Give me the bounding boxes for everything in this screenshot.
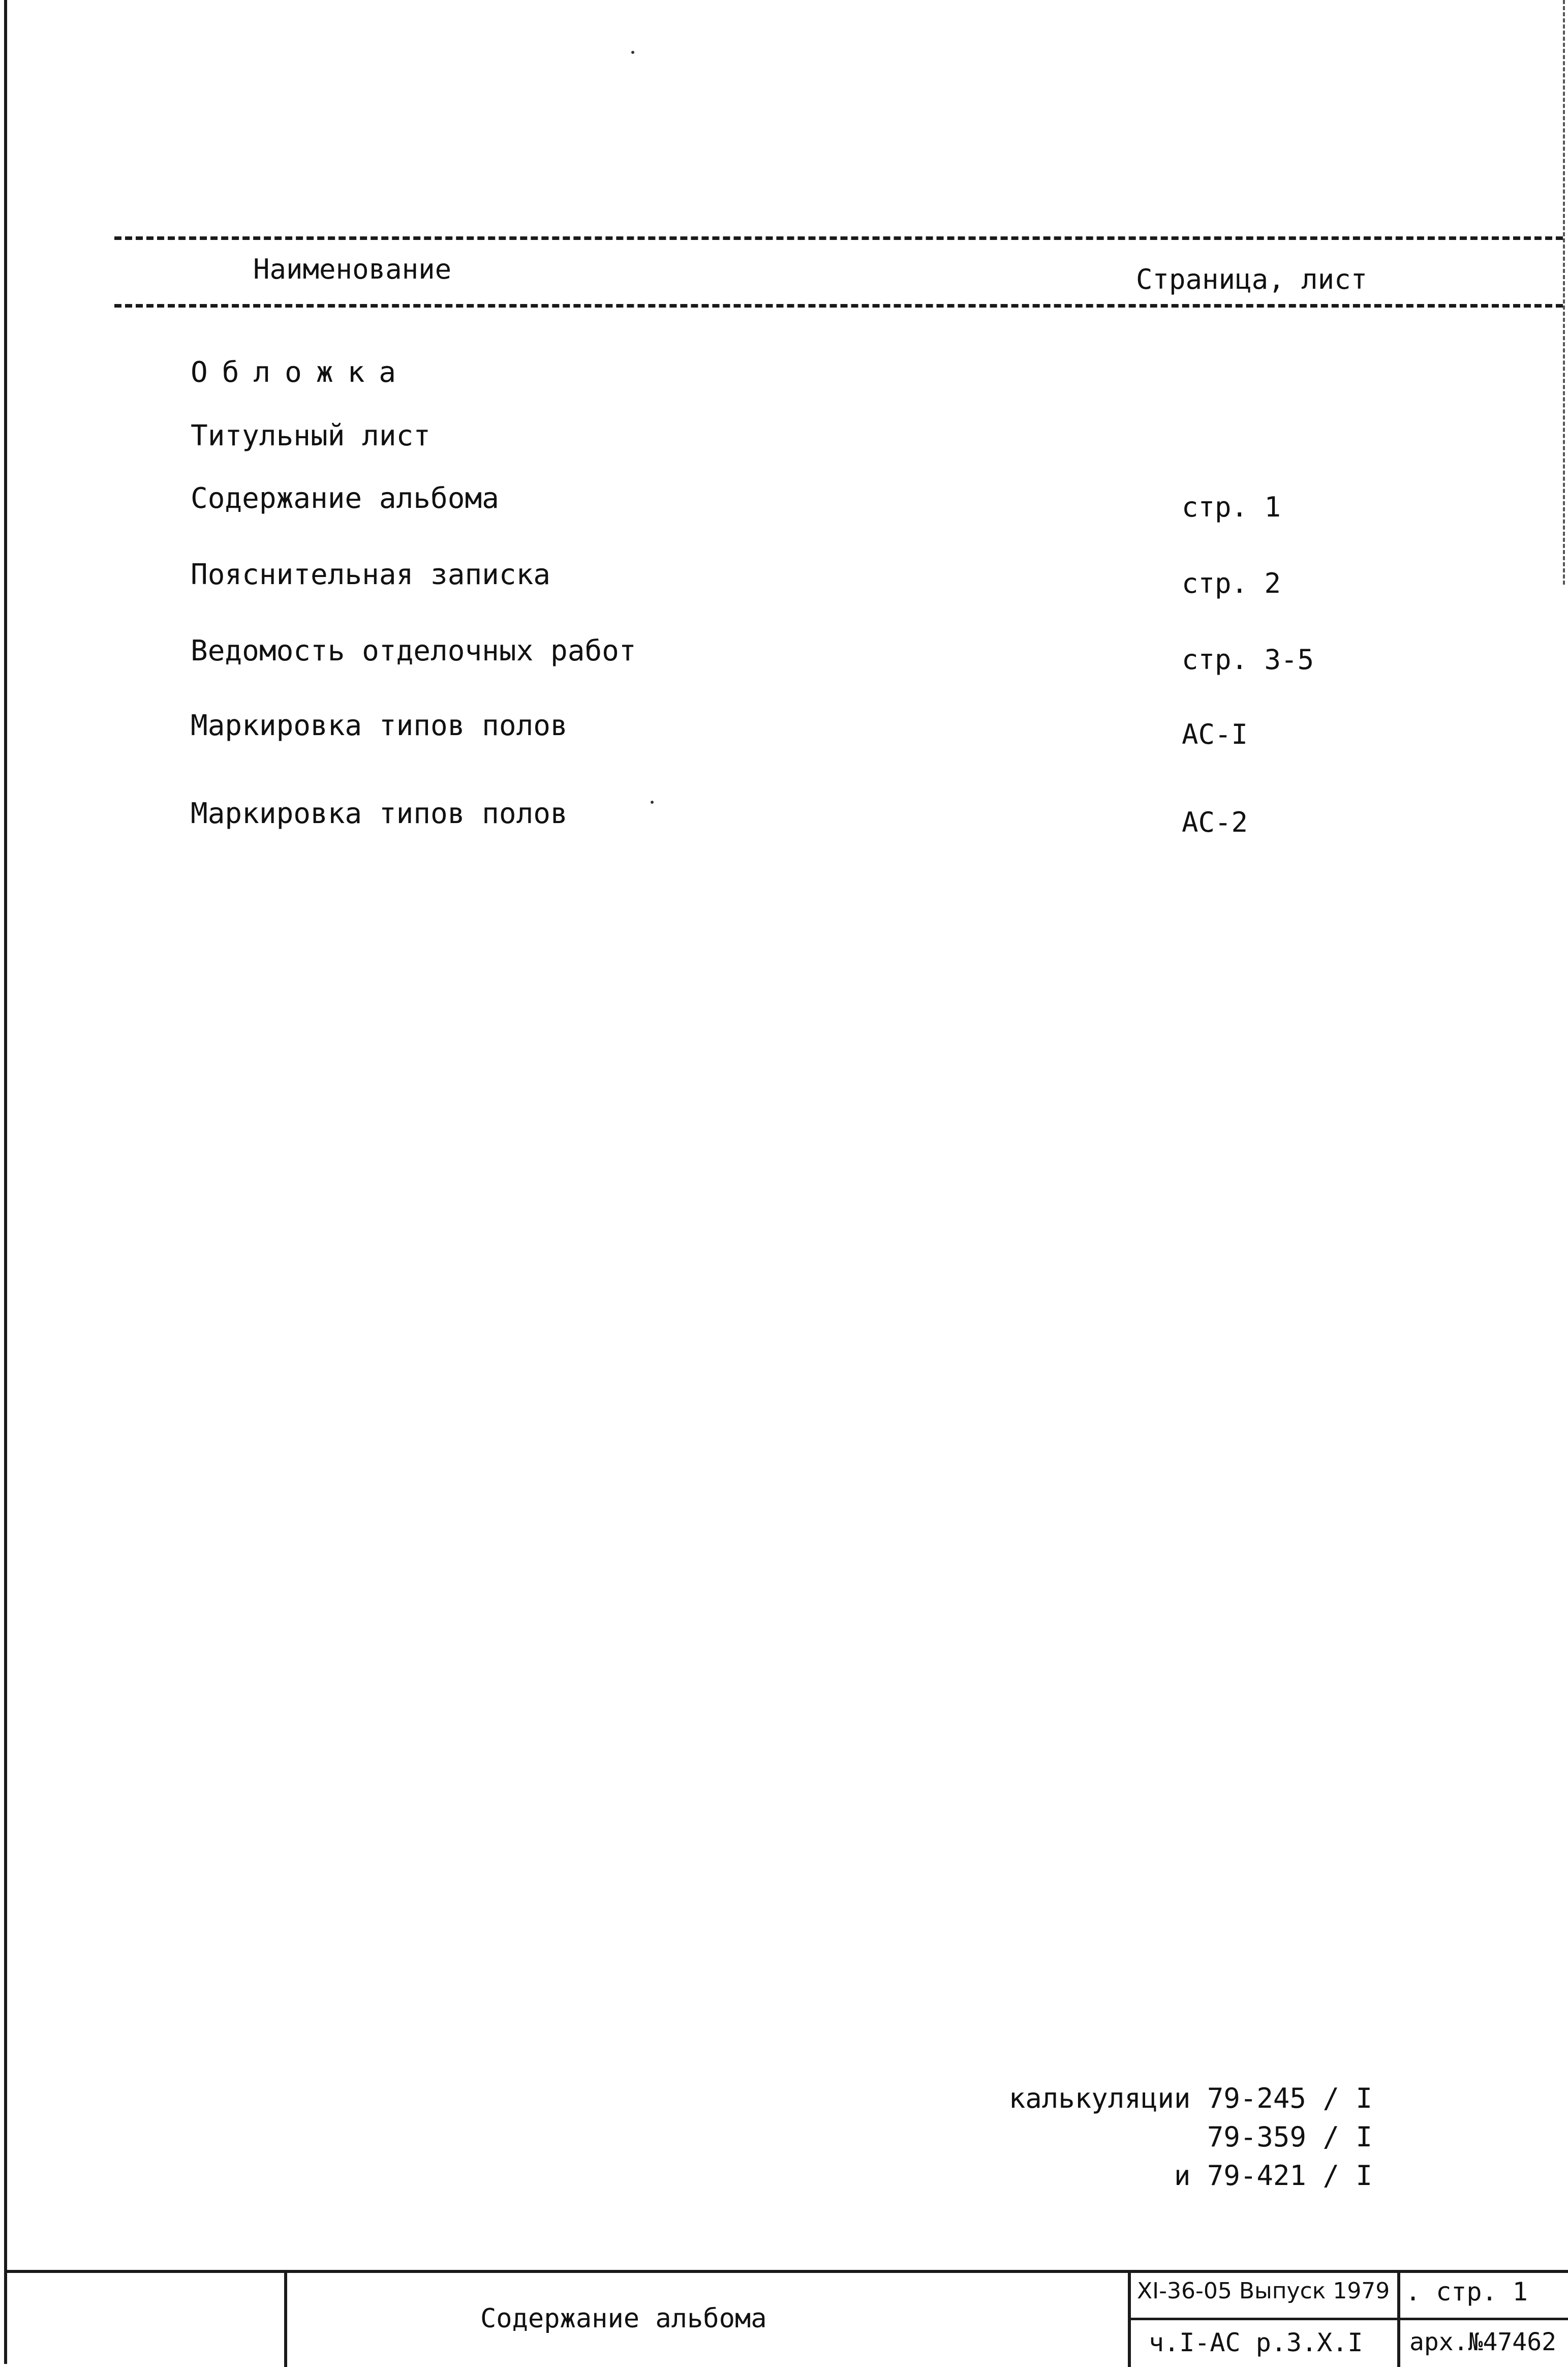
contents-row-name: Титульный лист xyxy=(191,419,431,452)
title-block-title: Содержание альбома xyxy=(480,2303,767,2334)
contents-row-name: Содержание альбома xyxy=(191,482,499,515)
contents-row xyxy=(191,558,1538,599)
contents-row-name: Обложка xyxy=(191,356,411,389)
contents-row-page: стр. 2 xyxy=(1182,567,1281,599)
contents-row-page: АС-2 xyxy=(1182,806,1248,838)
contents-row-page: стр. 3-5 xyxy=(1182,644,1314,676)
title-block-archive: арх.№47462 xyxy=(1409,2328,1556,2356)
title-block-sheet-cell xyxy=(1397,2273,1568,2367)
contents-row xyxy=(191,709,1538,750)
calculation-note xyxy=(966,2079,1372,2195)
contents-row-name: Маркировка типов полов xyxy=(191,797,568,830)
contents-row xyxy=(191,797,1538,838)
column-header-name: Наименование xyxy=(253,253,452,285)
title-block-code: ХI-36-05 Выпуск 1979 xyxy=(1137,2278,1390,2304)
scan-speck xyxy=(631,51,634,54)
contents-row xyxy=(191,482,1538,523)
contents-row xyxy=(191,419,1538,460)
contents-row-name: Пояснительная записка xyxy=(191,558,551,591)
contents-row xyxy=(191,356,1538,397)
page-frame-left xyxy=(4,0,7,2364)
contents-row-page: АС-I xyxy=(1182,718,1248,750)
page-frame-right xyxy=(1563,0,1565,585)
calculation-note-line: и 79-421 / I xyxy=(1174,2160,1372,2192)
header-top-rule xyxy=(114,236,1563,240)
column-header-page: Страница, лист xyxy=(1136,263,1368,295)
contents-row-name: Ведомость отделочных работ xyxy=(191,634,636,667)
contents-row xyxy=(191,634,1538,675)
title-block xyxy=(7,2270,1568,2364)
title-block-title-cell xyxy=(284,2273,1133,2367)
calculation-note-line: калькуляции 79-245 / I xyxy=(1008,2082,1372,2114)
title-block-divider xyxy=(1131,2318,1405,2320)
contents-row-page: стр. 1 xyxy=(1182,491,1281,523)
title-block-page: . стр. 1 xyxy=(1405,2277,1528,2307)
title-block-part: ч.I-АС р.3.Х.I xyxy=(1149,2328,1363,2357)
title-block-divider xyxy=(1400,2318,1568,2320)
calculation-note-line: 79-359 / I xyxy=(1207,2121,1372,2153)
title-block-code-cell xyxy=(1128,2273,1402,2367)
contents-row-name: Маркировка типов полов xyxy=(191,709,568,742)
header-bottom-rule xyxy=(114,304,1563,308)
